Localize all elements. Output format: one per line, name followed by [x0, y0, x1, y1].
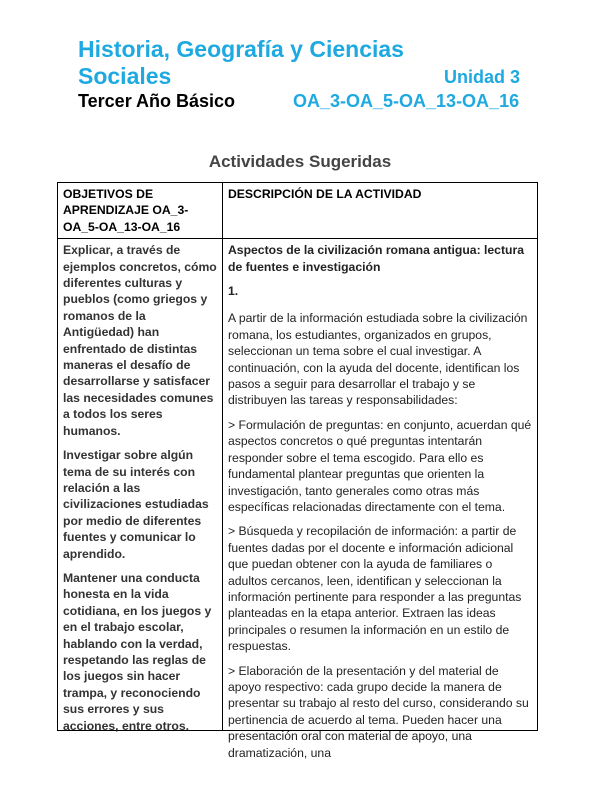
activities-table — [57, 182, 538, 760]
table-row — [58, 239, 538, 731]
description-cell — [223, 239, 538, 760]
document-title-line-1: Historia, Geografía y Ciencias — [78, 36, 404, 62]
document-title-line-2: Sociales — [78, 63, 172, 89]
description-content — [228, 242, 532, 760]
document-header — [78, 36, 538, 115]
activity-paragraph: > Formulación de preguntas: en conjunto, acuerdan qué aspectos concretos o qué preguntas intentarán responder sobre el tema escogido. Para ello es fundamental plantear preguntas que orienten la investigación, tanto generales como otras más específicas relacionadas directamente con el tema. — [228, 417, 532, 514]
objectives-content — [63, 242, 217, 733]
objective-item: Mantener una conducta honesta en la vida cotidiana, en los juegos y en el trabajo escolar, hablando con la verdad, respetando las reglas de los juegos sin hacer trampa, y reconociendo sus errores y sus acciones, entre otros. — [63, 570, 212, 733]
grade-label: Tercer Año Básico — [78, 91, 236, 111]
activity-paragraph: > Búsqueda y recopilación de información: a partir de fuentes dadas por el docente e información adicional que puedan obtener con la ayuda de familiares o adultos cercanos, leen, identifican y seleccionan la información pertinente para responder a las preguntas planteadas en la etapa anterior. Extraen las ideas principales o resumen la información en un estilo de respuestas. — [228, 524, 522, 654]
objective-item: Explicar, a través de ejemplos concretos, cómo diferentes culturas y pueblos (como griegos y romanos de la Antigüedad) han enfrentado de distintas maneras el desafío de desarrollarse y satisfacer las necesidades comunes a todos los seres humanos. — [63, 243, 217, 438]
activity-number: 1. — [228, 284, 239, 299]
activity-paragraph: > Elaboración de la presentación y del material de apoyo respectivo: cada grupo decide la manera de presentar su trabajo al resto del curso, considerando su pertinencia de acuerdo al tema. Pueden hacer una presentación oral con material de apoyo, una dramatización, una — [228, 663, 529, 760]
section-title: Actividades Sugeridas — [208, 152, 392, 171]
activity-paragraph: A partir de la información estudiada sobre la civilización romana, los estudiantes, organizados en grupos, seleccionan un tema sobre el cual investigar. A continuación, con la ayuda del docente, identifican los pasos a seguir para desarrollar el trabajo y se distribuyen las tareas y responsabilidades: — [228, 311, 528, 408]
objectives-column-header: OBJETIVOS DE APRENDIZAJE OA_3-OA_5-OA_13-OA_16 — [58, 183, 223, 239]
title-row-2 — [78, 63, 538, 90]
objectives-cell — [58, 239, 223, 731]
description-column-header: DESCRIPCIÓN DE LA ACTIVIDAD — [223, 183, 538, 239]
subtitle-row — [78, 91, 538, 115]
table-header-row — [58, 183, 538, 239]
activity-title: Aspectos de la civilización romana antigua: lectura de fuentes e investigación — [228, 243, 524, 274]
unit-label: Unidad 3 — [443, 67, 520, 87]
oa-codes-label: OA_3-OA_5-OA_13-OA_16 — [293, 91, 520, 111]
objective-item: Investigar sobre algún tema de su interés con relación a las civilizaciones estudiadas por medio de diferentes fuentes y comunicar lo aprendido. — [63, 448, 209, 561]
